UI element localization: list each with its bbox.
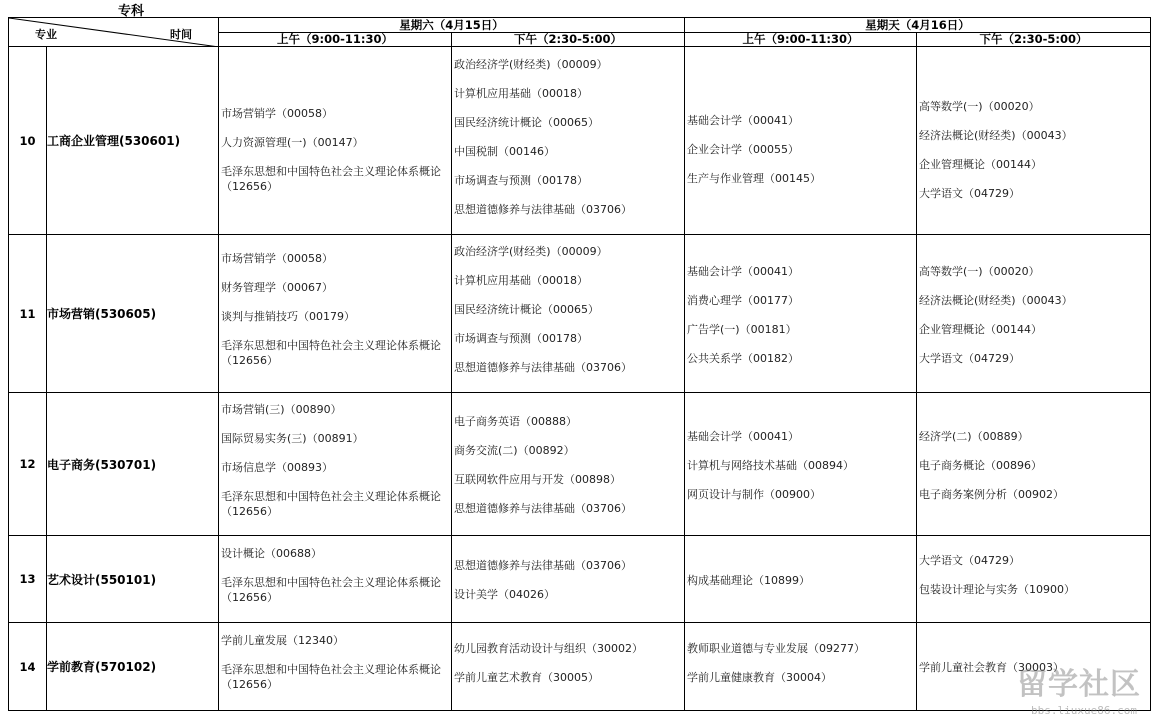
- schedule-cell-sat-am: [219, 235, 452, 393]
- course-entry: 谈判与推销技巧（00179）: [221, 310, 355, 323]
- course-entry: 构成基础理论（10899）: [687, 573, 811, 587]
- course-entry: 大学语文（04729）: [919, 554, 1021, 567]
- course-entry: 企业会计学（00055）: [687, 143, 800, 156]
- schedule-cell-sun-pm: [917, 47, 1151, 235]
- table-body: [9, 47, 1151, 711]
- course-entry: 大学语文（04729）: [919, 186, 1021, 200]
- table-row: [9, 235, 1151, 393]
- course-entry: 企业管理概论（00144）: [919, 322, 1043, 336]
- page-title: 专科: [118, 4, 145, 19]
- schedule-cell-sun-pm: [917, 393, 1151, 536]
- course-entry: 公共关系学（00182）: [687, 351, 800, 365]
- course-entry: 电子商务案例分析（00902）: [919, 487, 1065, 501]
- schedule-cell-sun-pm: [917, 235, 1151, 393]
- course-entry: 毛泽东思想和中国特色社会主义理论体系概论（12656）: [221, 575, 441, 604]
- major-name: 艺术设计(550101): [47, 536, 219, 623]
- session-header: 下午（2:30-5:00）: [917, 33, 1151, 47]
- course-entry: 设计美学（04026）: [454, 588, 555, 601]
- row-number: 11: [9, 235, 47, 393]
- course-entry: 思想道德修养与法律基础（03706）: [454, 361, 632, 374]
- course-entry: 消费心理学（00177）: [687, 293, 800, 307]
- course-entry: 学前儿童健康教育（30004）: [687, 670, 833, 684]
- row-number: 13: [9, 536, 47, 623]
- table-row: [9, 47, 1151, 235]
- major-name: 工商企业管理(530601): [47, 47, 219, 235]
- course-entry: 国民经济统计概论（00065）: [454, 115, 599, 129]
- course-entry: 包装设计理论与实务（10900）: [919, 583, 1076, 596]
- course-entry: 高等数学(一)（00020）: [919, 99, 1040, 113]
- session-header: 上午（9:00-11:30）: [219, 33, 452, 47]
- row-number: 10: [9, 47, 47, 235]
- course-entry: 政治经济学(财经类)（00009）: [454, 57, 608, 71]
- major-name: 电子商务(530701): [47, 393, 219, 536]
- course-entry: 政治经济学(财经类)（00009）: [454, 245, 608, 258]
- session-header: 下午（2:30-5:00）: [452, 33, 685, 47]
- course-entry: 互联网软件应用与开发（00898）: [454, 473, 621, 486]
- schedule-cell-sat-am: [219, 47, 452, 235]
- course-entry: 思想道德修养与法律基础（03706）: [454, 202, 632, 216]
- schedule-cell-sat-pm: [452, 393, 685, 536]
- course-entry: 学前儿童发展（12340）: [221, 634, 344, 647]
- course-entry: 幼儿园教育活动设计与组织（30002）: [454, 641, 643, 655]
- session-header: 上午（9:00-11:30）: [685, 33, 917, 47]
- course-entry: 计算机应用基础（00018）: [454, 274, 588, 287]
- course-entry: 基础会计学（00041）: [687, 114, 800, 127]
- course-entry: 市场调查与预测（00178）: [454, 173, 588, 187]
- row-number: 14: [9, 623, 47, 711]
- course-entry: 计算机与网络技术基础（00894）: [687, 458, 855, 472]
- course-entry: 国际贸易实务(三)（00891）: [221, 431, 364, 445]
- corner-major-label: 专业: [35, 28, 57, 41]
- course-entry: 毛泽东思想和中国特色社会主义理论体系概论（12656）: [221, 339, 441, 367]
- course-entry: 毛泽东思想和中国特色社会主义理论体系概论（12656）: [221, 164, 441, 193]
- watermark-url: bbs.liuxue86.com: [1031, 704, 1137, 717]
- major-name: 市场营销(530605): [47, 235, 219, 393]
- course-entry: 学前儿童艺术教育（30005）: [454, 670, 599, 684]
- schedule-cell-sat-am: [219, 536, 452, 623]
- table-row: [9, 623, 1151, 711]
- day-header-saturday: 星期六（4月15日）: [219, 18, 685, 33]
- course-entry: 计算机应用基础（00018）: [454, 86, 588, 100]
- course-entry: 网页设计与制作（00900）: [687, 487, 822, 501]
- schedule-cell-sun-pm: [917, 536, 1151, 623]
- course-entry: 商务交流(二)（00892）: [454, 444, 575, 457]
- course-entry: 经济法概论(财经类)（00043）: [919, 128, 1073, 142]
- course-entry: 大学语文（04729）: [919, 351, 1021, 365]
- course-entry: 电子商务概论（00896）: [919, 458, 1043, 472]
- course-entry: 国民经济统计概论（00065）: [454, 303, 599, 316]
- course-entry: 企业管理概论（00144）: [919, 157, 1043, 171]
- schedule-cell-sat-pm: [452, 623, 685, 711]
- exam-schedule-table: [8, 17, 1151, 711]
- schedule-cell-sat-pm: [452, 47, 685, 235]
- course-entry: 高等数学(一)（00020）: [919, 264, 1040, 278]
- course-entry: 学前儿童社会教育（30003）: [919, 661, 1065, 674]
- watermark-logo: 留学社区: [1017, 667, 1141, 702]
- schedule-cell-sun-am: [685, 536, 917, 623]
- course-entry: 市场营销学（00058）: [221, 106, 333, 120]
- schedule-cell-sat-pm: [452, 235, 685, 393]
- schedule-cell-sun-am: [685, 235, 917, 393]
- table-row: [9, 536, 1151, 623]
- schedule-cell-sun-am: [685, 47, 917, 235]
- course-entry: 经济法概论(财经类)（00043）: [919, 293, 1073, 307]
- course-entry: 广告学(一)（00181）: [687, 322, 797, 336]
- course-entry: 毛泽东思想和中国特色社会主义理论体系概论（12656）: [221, 489, 441, 518]
- header-corner: [9, 18, 219, 47]
- course-entry: 经济学(二)（00889）: [919, 429, 1029, 443]
- course-entry: 人力资源管理(一)（00147）: [221, 135, 364, 149]
- schedule-cell-sat-am: [219, 393, 452, 536]
- course-entry: 设计概论（00688）: [221, 546, 322, 560]
- course-entry: 基础会计学（00041）: [687, 264, 800, 278]
- course-entry: 电子商务英语（00888）: [454, 415, 577, 428]
- schedule-cell-sat-pm: [452, 536, 685, 623]
- course-entry: 生产与作业管理（00145）: [687, 172, 822, 185]
- course-entry: 市场信息学（00893）: [221, 460, 333, 474]
- course-entry: 中国税制（00146）: [454, 144, 555, 158]
- course-entry: 基础会计学（00041）: [687, 429, 800, 443]
- row-number: 12: [9, 393, 47, 536]
- schedule-cell-sat-am: [219, 623, 452, 711]
- course-entry: 思想道德修养与法律基础（03706）: [454, 559, 632, 572]
- corner-time-label: 时间: [170, 28, 192, 41]
- table-row: [9, 393, 1151, 536]
- day-header-sunday: 星期天（4月16日）: [685, 18, 1151, 33]
- schedule-cell-sun-am: [685, 623, 917, 711]
- course-entry: 毛泽东思想和中国特色社会主义理论体系概论（12656）: [221, 663, 441, 691]
- course-entry: 教师职业道德与专业发展（09277）: [687, 641, 866, 655]
- course-entry: 思想道德修养与法律基础（03706）: [454, 502, 632, 515]
- major-name: 学前教育(570102): [47, 623, 219, 711]
- course-entry: 市场营销学（00058）: [221, 252, 333, 265]
- schedule-cell-sun-am: [685, 393, 917, 536]
- course-entry: 市场调查与预测（00178）: [454, 332, 588, 345]
- course-entry: 财务管理学（00067）: [221, 281, 333, 294]
- course-entry: 市场营销(三)（00890）: [221, 402, 342, 416]
